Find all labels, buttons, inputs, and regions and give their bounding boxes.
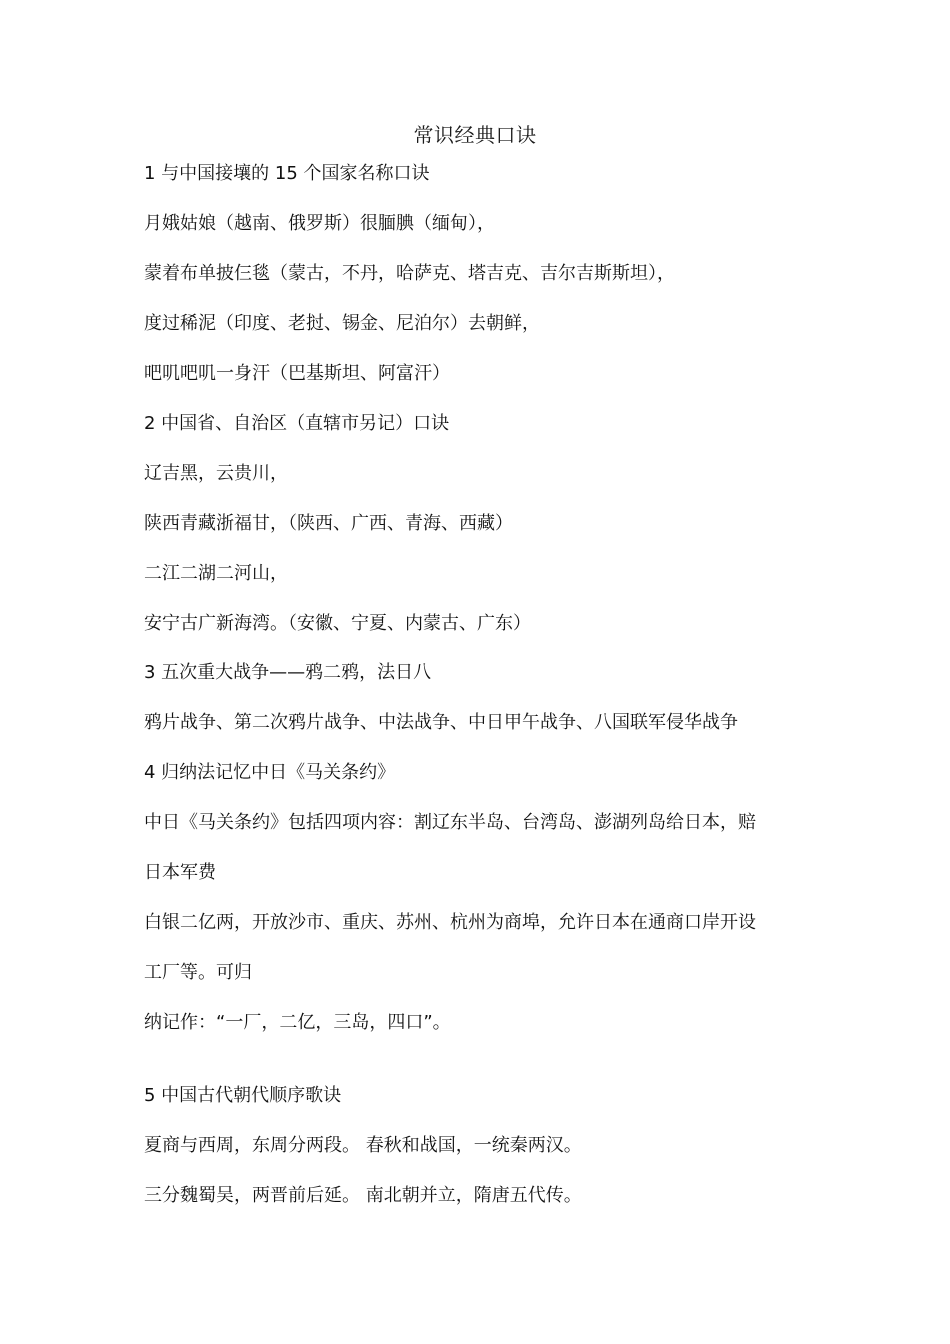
text-line-17: 工厂等。可归 [144, 962, 252, 983]
text-line-18: 纳记作：“一厂，二亿，三岛，四口”。 [144, 1012, 451, 1033]
heading-line-6: 2 中国省、自治区（直辖市另记）口诀 [144, 413, 450, 434]
text-line-16: 白银二亿两，开放沙市、重庆、苏州、杭州为商埠，允许日本在通商口岸开设 [144, 912, 756, 933]
document-title: 常识经典口诀 [413, 123, 537, 147]
heading-line-19: 5 中国古代朝代顺序歌诀 [144, 1085, 342, 1106]
heading-line-13: 4 归纳法记忆中日《马关条约》 [144, 762, 396, 783]
text-line-3: 蒙着布单披仨毯（蒙古，不丹，哈萨克、塔吉克、吉尔吉斯斯坦）， [144, 263, 675, 284]
heading-line-11: 3 五次重大战争——鸦二鸦，法日八 [144, 662, 432, 683]
text-line-20: 夏商与西周，东周分两段。 春秋和战国，一统秦两汉。 [144, 1135, 582, 1156]
text-line-8: 陕西青藏浙福甘，（陕西、广西、青海、西藏） [144, 513, 513, 534]
text-line-4: 度过稀泥（印度、老挝、锡金、尼泊尔）去朝鲜， [144, 313, 540, 334]
text-line-12: 鸦片战争、第二次鸦片战争、中法战争、中日甲午战争、八国联军侵华战争 [144, 712, 738, 733]
text-line-2: 月娥姑娘（越南、俄罗斯）很腼腆（缅甸）， [144, 213, 495, 234]
text-line-15: 日本军费 [144, 862, 216, 883]
text-line-7: 辽吉黑，云贵川， [144, 463, 288, 484]
heading-line-1: 1 与中国接壤的 15 个国家名称口诀 [144, 163, 430, 184]
text-line-21: 三分魏蜀吴，两晋前后延。 南北朝并立，隋唐五代传。 [144, 1185, 582, 1206]
text-line-9: 二江二湖二河山， [144, 563, 288, 584]
text-line-10: 安宁古广新海湾。（安徽、宁夏、内蒙古、广东） [144, 613, 531, 634]
text-line-14: 中日《马关条约》包括四项内容：割辽东半岛、台湾岛、澎湖列岛给日本，赔 [144, 812, 756, 833]
text-line-5: 吧叽吧叽一身汗（巴基斯坦、阿富汗） [144, 363, 450, 384]
